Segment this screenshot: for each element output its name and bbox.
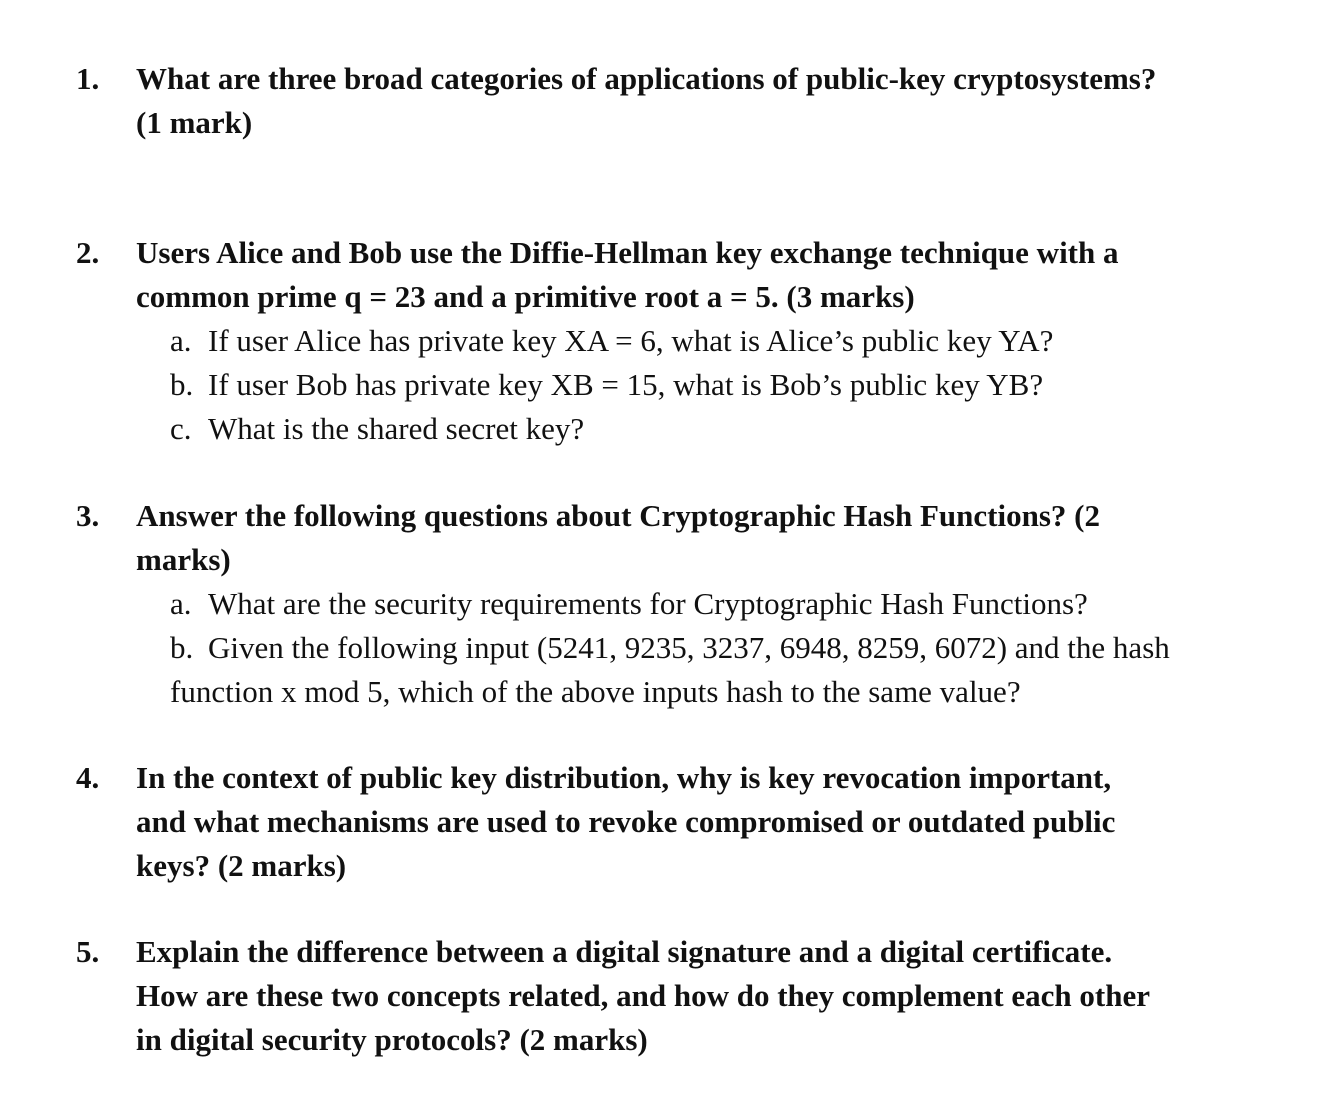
sub-question-text: function x mod 5, which of the above inputs hash to the same value? xyxy=(170,674,1021,709)
sub-question-letter: b. xyxy=(170,630,194,665)
question-text: Answer the following questions about Cryptographic Hash Functions? (2 marks) xyxy=(136,498,1100,577)
sub-question xyxy=(170,582,1290,626)
question-number: 1. xyxy=(76,61,100,96)
sub-question-list xyxy=(170,319,1290,451)
question-number: 4. xyxy=(76,760,100,795)
sub-question-text: If user Alice has private key XA = 6, what is Alice’s public key YA? xyxy=(208,323,1054,358)
question-number: 3. xyxy=(76,498,100,533)
sub-question-letter: a. xyxy=(170,586,192,621)
sub-question-text: Given the following input (5241, 9235, 3237, 6948, 8259, 6072) and the hash xyxy=(208,630,1170,665)
sub-question-letter: a. xyxy=(170,323,192,358)
sub-question xyxy=(170,407,1290,451)
sub-question-list xyxy=(170,582,1290,714)
question-number: 5. xyxy=(76,934,100,969)
question-text: What are three broad categories of applications of public-key cryptosystems? (1 mark) xyxy=(136,61,1157,140)
sub-question-text: What are the security requirements for Cryptographic Hash Functions? xyxy=(208,586,1088,621)
sub-question-letter: b. xyxy=(170,367,194,402)
sub-question-text: If user Bob has private key XB = 15, what is Bob’s public key YB? xyxy=(208,367,1044,402)
question-text: Explain the difference between a digital signature and a digital certificate. How are these two concepts related, and how do they complement each other in digital security protocols? (2 marks) xyxy=(136,934,1150,1057)
sub-question xyxy=(170,626,1290,670)
sub-question-text: What is the shared secret key? xyxy=(208,411,585,446)
question-text: Users Alice and Bob use the Diffie-Hellman key exchange technique with a common prime q = 23 and a primitive root a = 5. (3 marks) xyxy=(136,235,1119,314)
sub-question-letter: c. xyxy=(170,411,192,446)
sub-question-continuation xyxy=(170,670,1290,714)
sub-question xyxy=(170,319,1290,363)
question-number: 2. xyxy=(76,235,100,270)
question-text: In the context of public key distribution, why is key revocation important, and what mechanisms are used to revoke compromised or outdated public keys? (2 marks) xyxy=(136,760,1116,883)
sub-question xyxy=(170,363,1290,407)
